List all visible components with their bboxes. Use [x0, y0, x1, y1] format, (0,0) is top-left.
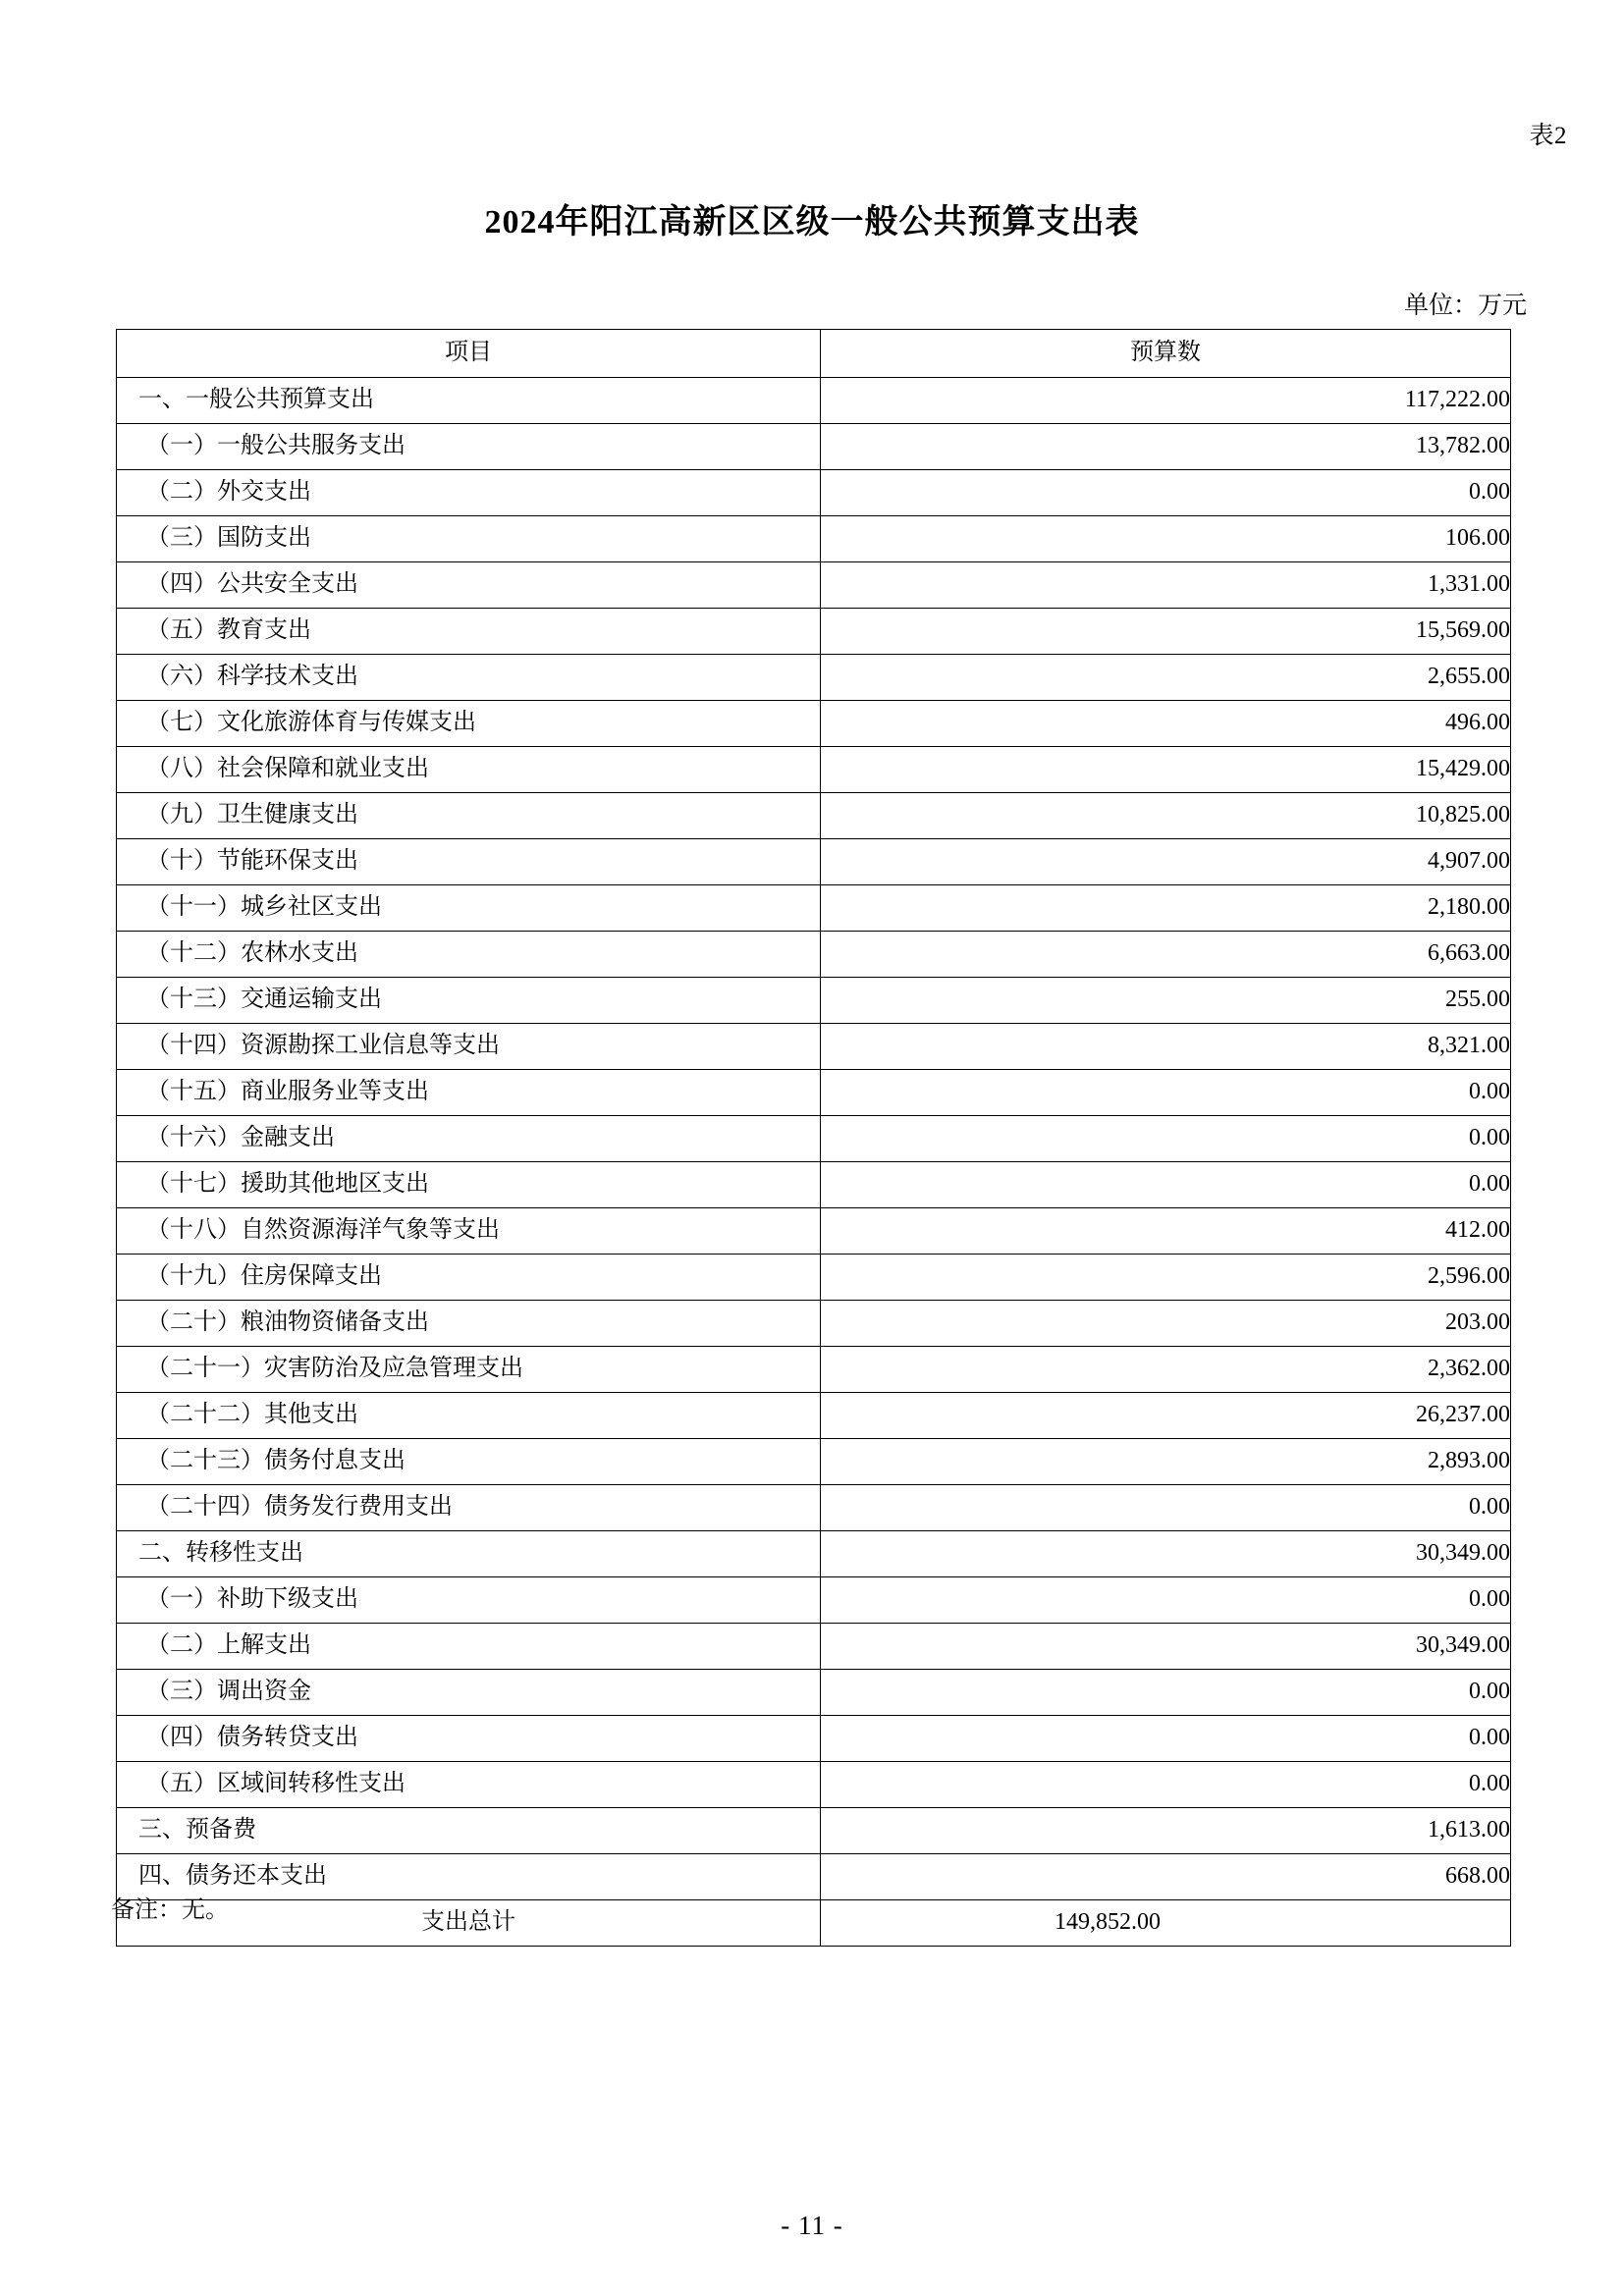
table-row	[117, 1347, 1511, 1393]
row-item-label: （十一）城乡社区支出	[117, 885, 821, 932]
row-item-label: （十三）交通运输支出	[117, 978, 821, 1024]
row-budget-value: 203.00	[821, 1301, 1511, 1347]
row-budget-value: 0.00	[821, 470, 1511, 516]
row-budget-value: 1,613.00	[821, 1808, 1511, 1854]
row-item-label: 三、预备费	[117, 1808, 821, 1854]
row-budget-value: 26,237.00	[821, 1393, 1511, 1439]
row-budget-value: 668.00	[821, 1854, 1511, 1900]
table-row	[117, 1255, 1511, 1301]
row-budget-value: 0.00	[821, 1716, 1511, 1762]
page-number: - 11 -	[781, 2211, 843, 2240]
row-budget-value: 0.00	[821, 1116, 1511, 1162]
total-value: 149,852.00	[821, 1900, 1511, 1947]
row-budget-value: 6,663.00	[821, 932, 1511, 978]
row-budget-value: 4,907.00	[821, 839, 1511, 885]
table-row	[117, 516, 1511, 562]
row-item-label: （一）一般公共服务支出	[117, 424, 821, 470]
row-budget-value: 15,569.00	[821, 609, 1511, 655]
table-row	[117, 470, 1511, 516]
row-budget-value: 2,655.00	[821, 655, 1511, 701]
table-row	[117, 1577, 1511, 1624]
table-row	[117, 1531, 1511, 1577]
table-row	[117, 1624, 1511, 1670]
table-row	[117, 1716, 1511, 1762]
budget-table-container	[116, 329, 1510, 1947]
row-item-label: 四、债务还本支出	[117, 1854, 821, 1900]
row-budget-value: 1,331.00	[821, 562, 1511, 609]
row-item-label: （十九）住房保障支出	[117, 1255, 821, 1301]
table-row	[117, 424, 1511, 470]
row-item-label: （十六）金融支出	[117, 1116, 821, 1162]
sheet-label: 表2	[1529, 123, 1567, 149]
table-row	[117, 562, 1511, 609]
row-item-label: （三）调出资金	[117, 1670, 821, 1716]
row-item-label: （六）科学技术支出	[117, 655, 821, 701]
row-budget-value: 15,429.00	[821, 747, 1511, 793]
row-item-label: 一、一般公共预算支出	[117, 378, 821, 424]
row-item-label: （二）上解支出	[117, 1624, 821, 1670]
row-budget-value: 8,321.00	[821, 1024, 1511, 1070]
row-item-label: （十二）农林水支出	[117, 932, 821, 978]
table-row	[117, 978, 1511, 1024]
table-row	[117, 609, 1511, 655]
page-title: 2024年阳江高新区区级一般公共预算支出表	[484, 204, 1140, 240]
row-item-label: （三）国防支出	[117, 516, 821, 562]
table-row	[117, 1070, 1511, 1116]
row-item-label: （十四）资源勘探工业信息等支出	[117, 1024, 821, 1070]
row-budget-value: 0.00	[821, 1162, 1511, 1208]
table-row	[117, 1670, 1511, 1716]
row-item-label: （十八）自然资源海洋气象等支出	[117, 1208, 821, 1255]
row-item-label: （二十三）债务付息支出	[117, 1439, 821, 1485]
budget-expenditure-table	[116, 329, 1511, 1947]
row-item-label: （七）文化旅游体育与传媒支出	[117, 701, 821, 747]
row-budget-value: 30,349.00	[821, 1624, 1511, 1670]
table-row	[117, 1485, 1511, 1531]
row-budget-value: 496.00	[821, 701, 1511, 747]
table-row	[117, 1024, 1511, 1070]
table-row	[117, 1116, 1511, 1162]
row-item-label: （二十四）债务发行费用支出	[117, 1485, 821, 1531]
table-header-row	[117, 330, 1511, 378]
row-item-label: （九）卫生健康支出	[117, 793, 821, 839]
table-row	[117, 655, 1511, 701]
table-row	[117, 839, 1511, 885]
row-budget-value: 10,825.00	[821, 793, 1511, 839]
row-budget-value: 2,893.00	[821, 1439, 1511, 1485]
row-item-label: （十）节能环保支出	[117, 839, 821, 885]
row-budget-value: 0.00	[821, 1762, 1511, 1808]
column-header-value: 预算数	[821, 330, 1511, 378]
row-item-label: （二十）粮油物资储备支出	[117, 1301, 821, 1347]
row-item-label: （五）教育支出	[117, 609, 821, 655]
row-budget-value: 0.00	[821, 1070, 1511, 1116]
row-item-label: （四）公共安全支出	[117, 562, 821, 609]
table-row	[117, 747, 1511, 793]
row-item-label: （五）区域间转移性支出	[117, 1762, 821, 1808]
row-budget-value: 0.00	[821, 1577, 1511, 1624]
row-item-label: （八）社会保障和就业支出	[117, 747, 821, 793]
row-budget-value: 0.00	[821, 1670, 1511, 1716]
table-row	[117, 701, 1511, 747]
row-item-label: （一）补助下级支出	[117, 1577, 821, 1624]
table-body	[117, 378, 1511, 1947]
row-budget-value: 30,349.00	[821, 1531, 1511, 1577]
total-label: 支出总计	[117, 1900, 821, 1947]
footnote: 备注：无。	[111, 1897, 229, 1923]
table-row	[117, 1808, 1511, 1854]
row-item-label: （二十二）其他支出	[117, 1393, 821, 1439]
table-row	[117, 793, 1511, 839]
table-row	[117, 1162, 1511, 1208]
table-row	[117, 1301, 1511, 1347]
table-row	[117, 1439, 1511, 1485]
table-row	[117, 1208, 1511, 1255]
table-row	[117, 1854, 1511, 1900]
row-budget-value: 2,596.00	[821, 1255, 1511, 1301]
table-header	[117, 330, 1511, 378]
row-budget-value: 255.00	[821, 978, 1511, 1024]
row-budget-value: 2,180.00	[821, 885, 1511, 932]
row-budget-value: 412.00	[821, 1208, 1511, 1255]
unit-note: 单位：万元	[1403, 293, 1527, 319]
row-budget-value: 2,362.00	[821, 1347, 1511, 1393]
column-header-item: 项目	[117, 330, 821, 378]
row-budget-value: 13,782.00	[821, 424, 1511, 470]
table-row	[117, 1393, 1511, 1439]
row-budget-value: 0.00	[821, 1485, 1511, 1531]
row-item-label: （二）外交支出	[117, 470, 821, 516]
row-item-label: 二、转移性支出	[117, 1531, 821, 1577]
table-row	[117, 378, 1511, 424]
table-row	[117, 1762, 1511, 1808]
row-budget-value: 117,222.00	[821, 378, 1511, 424]
table-total-row	[117, 1900, 1511, 1947]
row-item-label: （四）债务转贷支出	[117, 1716, 821, 1762]
row-item-label: （十七）援助其他地区支出	[117, 1162, 821, 1208]
table-row	[117, 932, 1511, 978]
row-item-label: （二十一）灾害防治及应急管理支出	[117, 1347, 821, 1393]
row-item-label: （十五）商业服务业等支出	[117, 1070, 821, 1116]
row-budget-value: 106.00	[821, 516, 1511, 562]
table-row	[117, 885, 1511, 932]
